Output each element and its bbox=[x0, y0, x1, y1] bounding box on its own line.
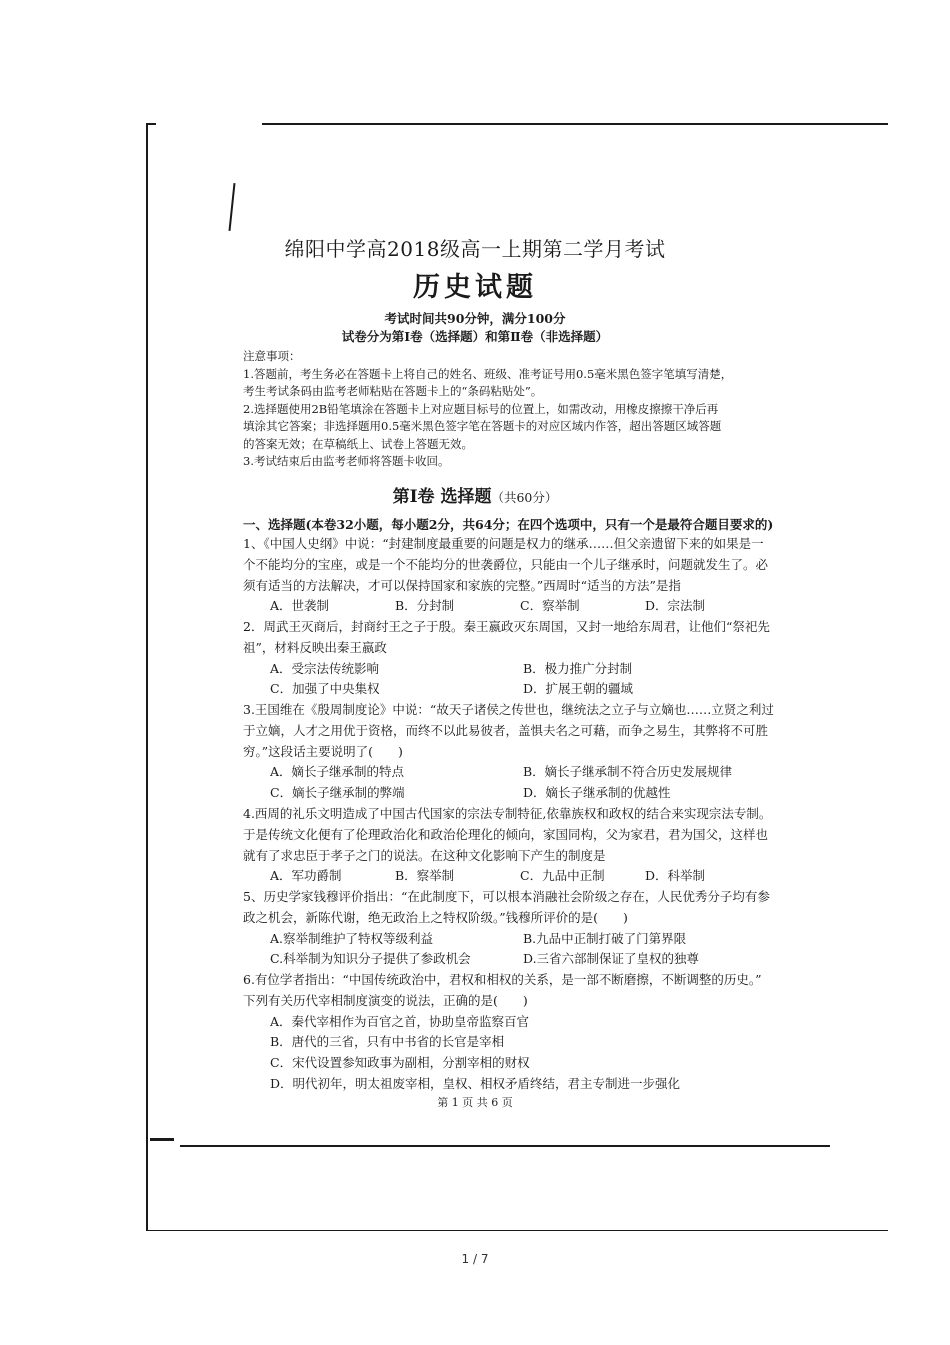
notes-heading: 注意事项： bbox=[243, 349, 301, 363]
question-text: 6.有位学者指出：“中国传统政治中，君权和相权的关系，是一部不断磨擦，不断调整的历史。” bbox=[243, 972, 762, 987]
pen-mark bbox=[228, 183, 235, 231]
option-d: D．明代初年，明太祖废宰相，皇权、相权矛盾终结，君主专制进一步强化 bbox=[270, 1075, 681, 1091]
notes-line: 的答案无效；在草稿纸上、试卷上答题无效。 bbox=[243, 436, 473, 451]
option-b: B．唐代的三省，只有中书省的长官是宰相 bbox=[270, 1034, 505, 1050]
question-6 bbox=[243, 970, 783, 1095]
option-c: C.科举制为知识分子提供了参政机会 bbox=[270, 951, 471, 967]
option-d: D.三省六部制保证了皇权的独尊 bbox=[523, 951, 700, 967]
bottom-rule bbox=[180, 1145, 830, 1147]
section-score: （共60分） bbox=[491, 490, 558, 505]
left-border-tick bbox=[146, 123, 156, 125]
question-2 bbox=[243, 617, 783, 700]
top-border-line bbox=[262, 123, 888, 125]
notes-line: 考生考试条码由监考老师粘贴在答题卡上的“条码粘贴处”。 bbox=[243, 384, 543, 398]
bottom-rule-short bbox=[150, 1138, 174, 1141]
paper-structure-info: 试卷分为第Ⅰ卷（选择题）和第Ⅱ卷（非选择题） bbox=[341, 329, 609, 344]
option-d: D．扩展王朝的疆域 bbox=[523, 681, 634, 697]
option-a: A．嫡长子继承制的特点 bbox=[270, 764, 405, 780]
option-c: C．宋代设置参知政事为副相，分割宰相的财权 bbox=[270, 1055, 530, 1071]
exam-title: 绵阳中学高2018级高一上期第二学月考试 bbox=[284, 237, 666, 261]
question-options bbox=[243, 596, 783, 617]
option-a: A．世袭制 bbox=[270, 598, 330, 614]
notes-line: 填涂其它答案；非选择题用0.5毫米黑色签字笔在答题卡的对应区域内作答，超出答题区域答题 bbox=[243, 419, 722, 433]
question-4 bbox=[243, 804, 783, 887]
section-instruction: 一、选择题(本卷32小题，每小题2分，共64分；在四个选项中，只有一个是最符合题目要求的) bbox=[243, 517, 774, 532]
question-text: 须有适当的方法解决，才可以保持国家和家族的完整。”西周时“适当的方法”是指 bbox=[243, 577, 681, 593]
question-options bbox=[243, 762, 783, 783]
option-c: C．加强了中央集权 bbox=[270, 681, 380, 697]
option-c: C．察举制 bbox=[520, 598, 580, 614]
question-3 bbox=[243, 700, 783, 804]
question-text: 3.王国维在《殷周制度论》中说：“故天子诸侯之传世也，继统法之立子与立嫡也……立贤之利过 bbox=[243, 702, 774, 717]
section-title-text: 第Ⅰ卷 选择题 bbox=[392, 487, 492, 507]
exam-notes bbox=[243, 348, 783, 471]
question-text: 于立嫡，人才之用优于资格，而终不以此易彼者，盖惧夫名之可藉，而争之易生，其弊将不可胜 bbox=[243, 722, 769, 738]
question-text: 2．周武王灭商后，封商纣王之子于殷。秦王嬴政灭东周国，又封一地给东周君，让他们“祭祀先 bbox=[243, 619, 770, 634]
notes-line: 3.考试结束后由监考老师将答题卡收回。 bbox=[243, 454, 450, 468]
notes-line: 1.答题前，考生务必在答题卡上将自己的姓名、班级、准考证号用0.5毫米黑色签字笔填写清楚， bbox=[243, 366, 733, 381]
question-text: 1、《中国人史纲》中说：“封建制度最重要的问题是权力的继承……但父亲遗留下来的如果是一 bbox=[243, 536, 764, 551]
question-text: 政之机会，新陈代谢，绝无政治上之特权阶级。”钱穆所评价的是( ) bbox=[243, 909, 628, 925]
option-a: A.察举制维护了特权等级利益 bbox=[270, 930, 434, 946]
option-b: B．察举制 bbox=[395, 868, 455, 884]
bottom-border-line bbox=[146, 1230, 888, 1231]
question-text: 穷。”这段话主要说明了( ) bbox=[243, 743, 403, 759]
option-a: A．秦代宰相作为百官之首，协助皇帝监察百官 bbox=[270, 1013, 530, 1029]
question-text: 下列有关历代宰相制度演变的说法，正确的是( ) bbox=[243, 992, 528, 1008]
question-text: 就有了求忠臣于孝子之门的说法。在这种文化影响下产生的制度是 bbox=[243, 847, 606, 863]
question-text: 于是传统文化便有了伦理政治化和政治伦理化的倾向，家国同构，父为家君，君为国父，这样也 bbox=[243, 826, 769, 842]
section-title bbox=[0, 482, 950, 507]
option-b: B.九品中正制打破了门第界限 bbox=[523, 930, 687, 946]
question-options bbox=[243, 659, 783, 680]
option-d: D．嫡长子继承制的优越性 bbox=[523, 785, 671, 801]
option-d: D．宗法制 bbox=[645, 598, 706, 614]
notes-line: 2.选择题使用2B铅笔填涂在答题卡上对应题目标号的位置上，如需改动，用橡皮擦擦干净后再 bbox=[243, 401, 719, 416]
page-footer: 第 1 页 共 6 页 bbox=[437, 1096, 513, 1109]
option-b: B．分封制 bbox=[395, 598, 455, 614]
question-text: 5、历史学家钱穆评价指出：“在此制度下，可以根本消融社会阶级之存在，人民优秀分子均有参 bbox=[243, 889, 770, 904]
option-a: A．受宗法传统影响 bbox=[270, 660, 380, 676]
exam-time-info: 考试时间共90分钟，满分100分 bbox=[384, 311, 566, 326]
question-1 bbox=[243, 534, 783, 617]
question-options bbox=[243, 866, 783, 887]
question-options bbox=[243, 783, 783, 804]
viewer-page-indicator: 1 / 7 bbox=[461, 1252, 489, 1266]
option-a: A．军功爵制 bbox=[270, 868, 342, 884]
option-c: C．九品中正制 bbox=[520, 868, 605, 884]
option-b: B．极力推广分封制 bbox=[523, 660, 633, 676]
question-options bbox=[243, 929, 783, 950]
option-c: C．嫡长子继承制的弊端 bbox=[270, 785, 405, 801]
question-text: 祖”，材料反映出秦王嬴政 bbox=[243, 639, 387, 655]
subject-title: 历史试题 bbox=[413, 272, 537, 303]
question-options bbox=[243, 679, 783, 700]
question-options bbox=[243, 949, 783, 970]
question-5 bbox=[243, 887, 783, 970]
option-d: D．科举制 bbox=[645, 868, 706, 884]
option-b: B．嫡长子继承制不符合历史发展规律 bbox=[523, 764, 733, 780]
question-text: 个不能均分的宝座，或是一个不能均分的世袭爵位，只能由一个儿子继承时，问题就发生了。必 bbox=[243, 556, 769, 572]
question-text: 4.西周的礼乐文明造成了中国古代国家的宗法专制特征,依靠族权和政权的结合来实现宗法专制。 bbox=[243, 806, 772, 821]
